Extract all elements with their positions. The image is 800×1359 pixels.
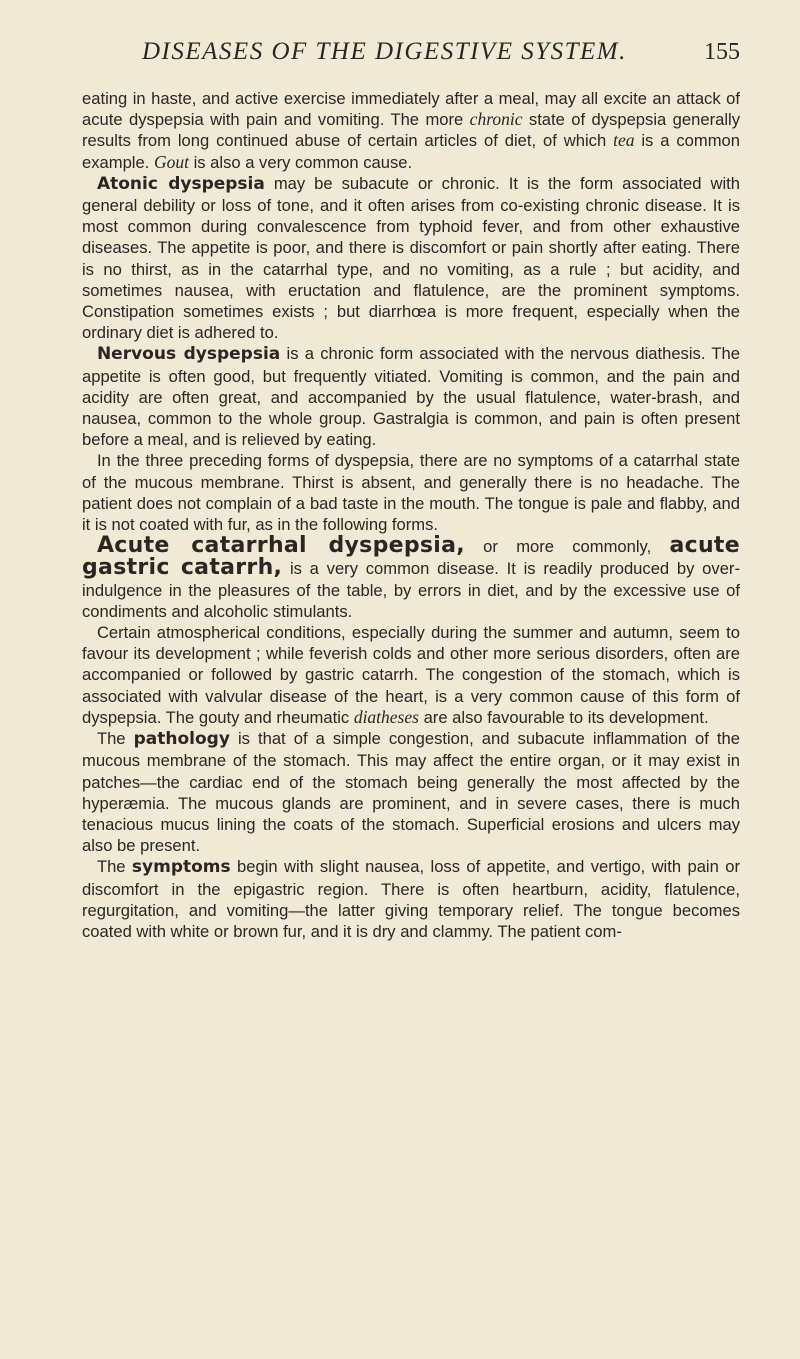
text-run: or more commonly,	[464, 537, 670, 557]
paragraph-nervous-dyspepsia	[82, 343, 740, 450]
page-header	[82, 38, 740, 66]
section-lead: symptoms	[131, 857, 231, 878]
paragraph-symptoms	[82, 856, 740, 942]
paragraph-pathology	[82, 728, 740, 856]
section-lead: Nervous dyspepsia	[96, 344, 281, 365]
text-run: is a very common disease. It is readily produced by over-indulgence in the pleasures of the table, by errors in diet, and by the excessive use of condiments and alcoholic stimulants.	[82, 559, 740, 621]
paragraph-acute-catarrhal	[82, 535, 740, 622]
section-lead: Atonic dyspepsia	[96, 173, 265, 194]
text-run: eating in haste, and active exercise immediately after a meal, may all excite an attack of acute dyspepsia with pain and vomiting. The more	[82, 89, 740, 130]
text-run: is also a very common cause.	[188, 152, 413, 172]
italic-run: Gout	[153, 151, 189, 172]
text-run: is a chronic form associated with the nervous diathesis. The appetite is often good, but frequently vitiated. Vomiting is common, and the pain and acidity are often great, and accompanied by the usual flatulence, water-brash, and nausea, common to the whole group. Gastralgia is common, and pain is often present before a meal, and is relieved by eating.	[82, 344, 740, 450]
body-text	[82, 88, 740, 942]
running-title: DISEASES OF THE DIGESTIVE SYSTEM.	[142, 38, 627, 65]
paragraph-atonic-dyspepsia	[82, 173, 740, 344]
paragraph-atmospherical	[82, 622, 740, 728]
text-run: is a common example.	[82, 131, 741, 172]
section-lead: pathology	[133, 729, 230, 750]
text-run: state of dyspepsia generally results from long continued abuse of certain articles of diet, of which	[82, 110, 740, 151]
text-run: may be subacute or chronic. It is the form associated with general debility or loss of tone, and it often arises from co-existing chronic disease. It is most common during convalescence from typhoid fever, and from other exhaustive diseases. The appetite is poor, and there is discomfort or pain shortly after eating. There is no thirst, as in the catarrhal type, and no vomiting, as a rule ; but acidity, and sometimes nausea, with eructation and flatulence, are the prominent symptoms. Constipation sometimes exists ; but diarrhœa is more frequent, especially when the ordinary diet is adhered to.	[82, 173, 740, 343]
section-lead: Acute catarrhal dyspepsia,	[96, 533, 465, 559]
italic-run: tea	[613, 130, 635, 151]
paragraph-preceding-forms	[82, 450, 740, 535]
paragraph-1	[82, 88, 740, 173]
text-run: The	[96, 729, 134, 749]
page-number: 155	[704, 39, 740, 65]
italic-run: chronic	[469, 109, 523, 130]
italic-run: diatheses	[353, 706, 419, 727]
text-run: In the three preceding forms of dyspepsia, there are no symptoms of a catarrhal state of the mucous membrane. Thirst is absent, and generally there is no headache. The patient does not complain of a bad taste in the mouth. The tongue is pale and flabby, and it is not coated with fur, as in the following forms.	[82, 451, 740, 535]
text-run: are also favourable to its development.	[418, 707, 709, 727]
text-run: is that of a simple congestion, and subacute inflammation of the mucous membrane of the stomach. This may affect the entire organ, or it may exist in patches—the cardiac end of the stomach being generally the most affected by the hyperæmia. The mucous glands are prominent, and in severe cases, there is much tenacious mucus lining the coats of the stomach. Superficial erosions and ulcers may also be present.	[82, 729, 740, 856]
text-run: begin with slight nausea, loss of appetite, and vertigo, with pain or discomfort in the epigastric region. There is often heartburn, acidity, flatulence, regurgitation, and vomiting—the latter giving temporary relief. The tongue becomes coated with white or brown fur, and it is dry and clammy. The patient com-	[82, 857, 740, 941]
text-run: The	[96, 857, 132, 877]
text-run: Certain atmospherical conditions, especially during the summer and autumn, seem to favour its development ; while feverish colds and other more serious disorders, often are accompanied or followed by gastric catarrh. The congestion of the stomach, which is associated with valvular disease of the heart, is a very common cause of this form of dyspepsia. The gouty and rheumatic	[82, 623, 740, 727]
section-lead: acute gastric catarrh,	[82, 533, 740, 581]
